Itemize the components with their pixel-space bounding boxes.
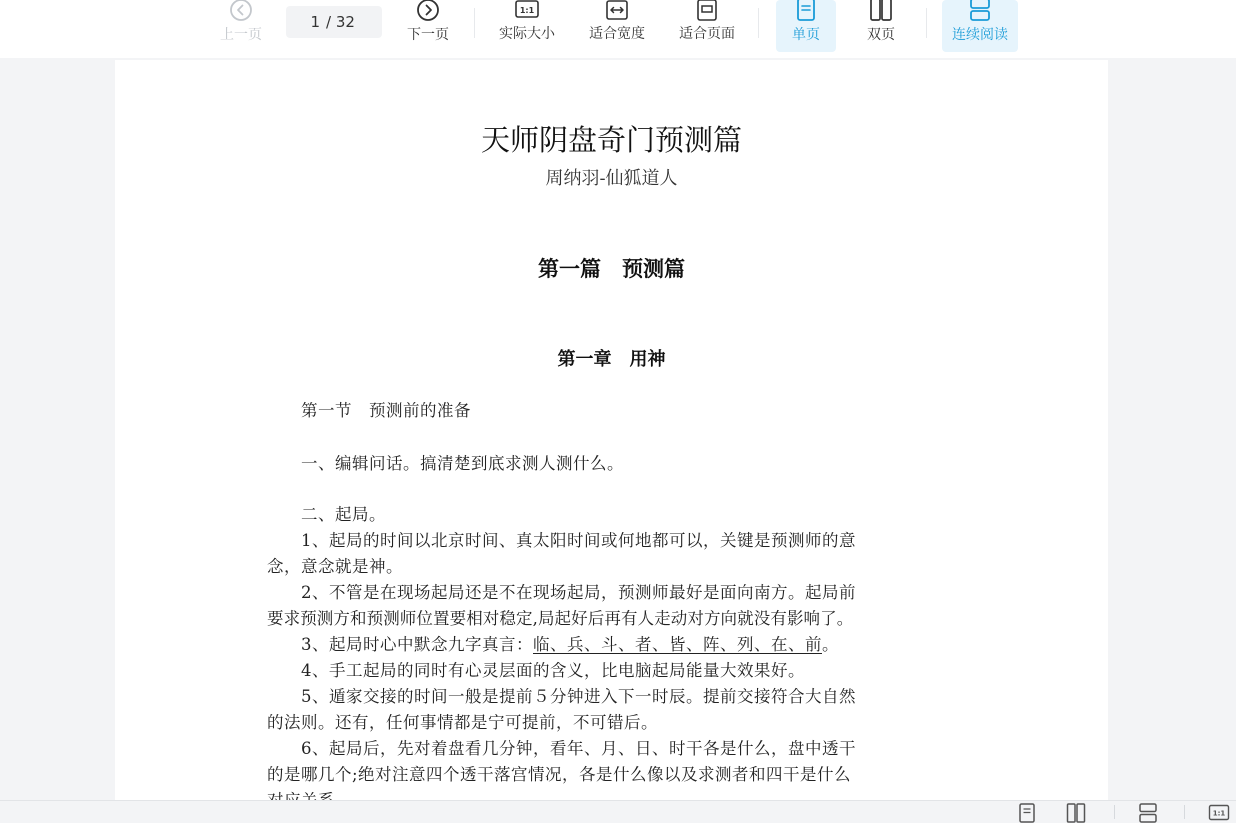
- page-number-input[interactable]: [286, 6, 320, 38]
- single-page-label: 单页: [792, 27, 820, 43]
- document-page: [115, 60, 1108, 800]
- paragraph-start-chart: 二、起局。: [301, 505, 386, 524]
- single-page-icon[interactable]: [1018, 803, 1036, 823]
- prev-page-button[interactable]: [212, 0, 270, 52]
- status-bar: [0, 800, 1236, 823]
- paragraph-2-line-1: 2、不管是在现场起局还是不在现场起局，预测师最好是面向南方。起局前: [301, 583, 856, 602]
- section-heading: 第一节 预测前的准备: [301, 401, 471, 420]
- prev-page-label: 上一页: [220, 27, 262, 43]
- fit-width-icon: [605, 0, 629, 21]
- fit-page-label: 适合页面: [679, 26, 735, 42]
- paragraph-6-line-1: 6、起局后，先对着盘看几分钟，看年、月、日、时干各是什么，盘中透干: [301, 739, 856, 758]
- actual-size-icon[interactable]: [1208, 804, 1230, 822]
- paragraph-1-line-2: 念，意念就是神。: [267, 557, 403, 576]
- paragraph-5-line-1: 5、遁家交接的时间一般是提前５分钟进入下一时辰。提前交接符合大自然: [301, 687, 856, 706]
- double-page-label: 双页: [867, 27, 895, 43]
- actual-size-icon: [514, 0, 540, 21]
- paragraph-4: 4、手工起局的同时有心灵层面的含义，比电脑起局能量大效果好。: [301, 661, 805, 680]
- fit-page-icon: [695, 0, 719, 21]
- document-title: 天师阴盘奇门预测篇: [480, 123, 742, 157]
- paragraph-edit-question: 一、编辑问话。搞清楚到底求测人测什么。: [301, 454, 624, 473]
- chevron-right-circle-icon: [416, 0, 440, 22]
- statusbar-actual-size-text: 1:1: [1212, 809, 1226, 818]
- next-page-label: 下一页: [407, 27, 449, 43]
- paragraph-3-prefix: 3、起局时心中默念九字真言：: [301, 635, 533, 654]
- fit-width-label: 适合宽度: [589, 26, 645, 42]
- paragraph-6-line-2: 的是哪几个;绝对注意四个透干落宫情况，各是什么像以及求测者和四干是什么: [267, 765, 852, 784]
- page-total: / 32: [326, 13, 355, 31]
- part-heading: 第一篇 预测篇: [538, 257, 685, 281]
- nine-word-mantra: 临、兵、斗、者、皆、阵、列、在、前: [533, 635, 822, 654]
- toolbar-divider: [758, 8, 759, 38]
- reader-toolbar: [0, 0, 1236, 58]
- toolbar-divider: [474, 8, 475, 38]
- page-number-box: [286, 6, 382, 38]
- paragraph-3: [301, 631, 839, 655]
- continuous-reading-icon[interactable]: [1138, 803, 1158, 823]
- paragraph-3-suffix: 。: [822, 635, 839, 654]
- fit-width-button[interactable]: [583, 0, 651, 52]
- double-page-icon: [869, 0, 893, 22]
- paragraph-1-line-1: 1、起局的时间以北京时间、真太阳时间或何地都可以，关键是预测师的意: [301, 531, 856, 550]
- actual-size-button[interactable]: [493, 0, 561, 52]
- single-page-icon: [795, 0, 817, 22]
- single-page-button[interactable]: [776, 0, 836, 52]
- actual-size-icon-text: 1:1: [519, 6, 535, 15]
- toolbar-divider: [926, 8, 927, 38]
- statusbar-divider: [1114, 805, 1115, 819]
- actual-size-label: 实际大小: [499, 26, 555, 42]
- double-page-icon[interactable]: [1066, 803, 1086, 823]
- fit-page-button[interactable]: [673, 0, 741, 52]
- statusbar-divider: [1184, 805, 1185, 819]
- next-page-button[interactable]: [399, 0, 457, 52]
- chapter-heading: 第一章 用神: [557, 349, 666, 370]
- chevron-left-circle-icon: [229, 0, 253, 22]
- document-author: 周纳羽-仙狐道人: [545, 168, 678, 189]
- paragraph-2-line-2: 要求预测方和预测师位置要相对稳定,局起好后再有人走动对方向就没有影响了。: [267, 609, 854, 628]
- continuous-reading-button[interactable]: [942, 0, 1018, 52]
- paragraph-5-line-2: 的法则。还有，任何事情都是宁可提前，不可错后。: [267, 713, 658, 732]
- continuous-reading-icon: [968, 0, 992, 22]
- double-page-button[interactable]: [852, 0, 910, 52]
- continuous-reading-label: 连续阅读: [952, 27, 1008, 43]
